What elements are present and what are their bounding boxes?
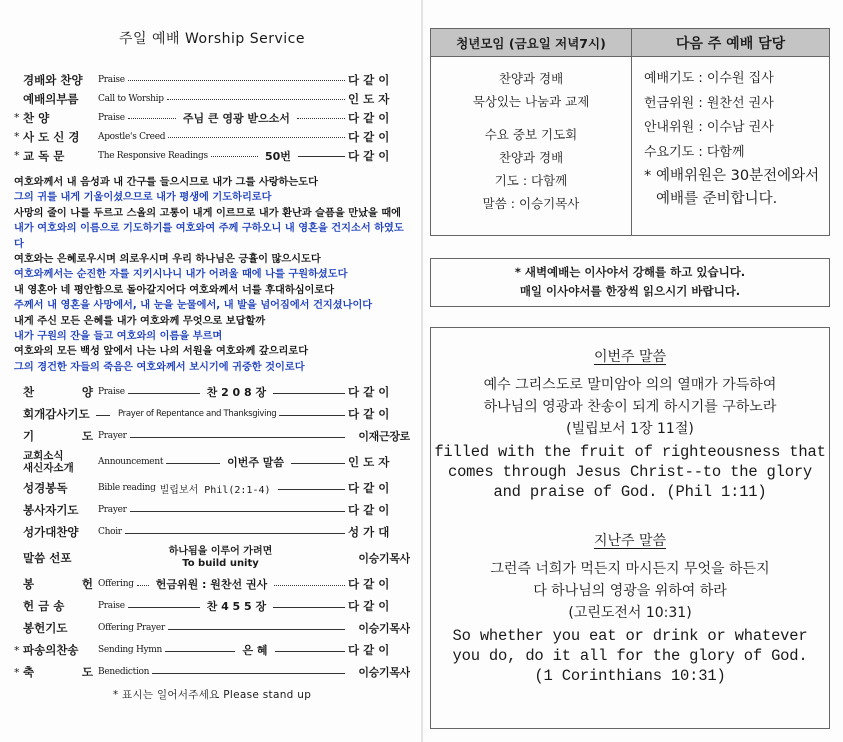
- order-detail: 50번: [264, 149, 291, 163]
- order-label-english: Call to Worship: [98, 93, 164, 104]
- order-row-sermon: 말씀 선포 하나됨을 이루어 가려면 To build unity 이승기목사: [23, 546, 410, 570]
- worship-order-page: [14, 28, 410, 702]
- leader-line: 내게 주신 모든 은혜를 내가 여호와께 무엇으로 보답할까: [14, 315, 266, 327]
- order-leader: 다 같 이: [348, 110, 390, 125]
- order-label-english: The Responsive Readings: [98, 150, 208, 161]
- verse-box: [430, 327, 830, 729]
- order-row-confession: 회개감사기도 Prayer of Repentance and Thanksgiving 다 같 이: [23, 407, 390, 422]
- order-label: 경배와 찬양: [23, 72, 83, 87]
- last-week-verse-korean: 그런즉 너희가 먹든지 마시든지 무엇을 하든지 다 하나님의 영광을 위하여 하라 (고린도전서 10:31): [490, 561, 770, 621]
- congregation-line: 그의 경건한 자들의 죽음은 여호와께서 보시기에 귀중한 것이로다: [14, 361, 305, 373]
- order-row: [14, 89, 410, 108]
- order-row: [14, 127, 410, 146]
- leader-line: 내 영혼아 네 평안함으로 돌아갈지어다 여호와께서 너를 후대하심이로다: [14, 284, 335, 296]
- order-label: 찬 양: [23, 385, 93, 400]
- youth-line: 말씀 : 이승기목사: [482, 196, 580, 211]
- youth-line: 기도 : 다함께: [494, 173, 568, 188]
- next-week-details: [632, 57, 829, 235]
- duty-assignment: 헌금위원 : 원찬선 권사: [644, 95, 774, 111]
- youth-line: 찬양과 경배: [498, 150, 564, 165]
- order-leader: 다 같 이: [348, 72, 390, 87]
- youth-line: 수요 중보 기도회: [484, 127, 578, 142]
- leader-line: 여호와는 은혜로우시며 의로우시며 우리 하나님은 긍휼이 많으시도다: [14, 254, 321, 266]
- order-label: 예배의부름: [23, 91, 79, 106]
- dawn-service-notice: * 새벽예배는 이사야서 강해를 하고 있습니다. 매일 이사야서를 한장씩 읽으시기 바랍니다.: [430, 258, 830, 307]
- youth-line: 찬양과 경배: [498, 71, 564, 86]
- order-row: [14, 108, 410, 127]
- youth-meeting-header: 청년모임 (금요일 저녁7시): [431, 29, 632, 56]
- order-row-prayer: 기 도 Prayer 이재근장로: [23, 429, 410, 444]
- info-page: [430, 28, 830, 729]
- order-row-announcement: 교회소식 새신자소개 Announcement 이번주 말씀 인 도 자: [23, 450, 390, 475]
- congregation-line: 내가 구원의 잔을 들고 여호와의 이름을 부르며: [14, 331, 223, 343]
- order-label-english: Praise: [98, 74, 125, 85]
- order-row: [14, 146, 410, 165]
- order-row-benediction: * 축 도 Benediction 이승기목사: [14, 665, 410, 680]
- order-row-service-prayer: 봉사자기도 Prayer 다 같 이: [23, 503, 390, 518]
- order-leader: 다 같 이: [348, 129, 390, 144]
- order-row-offering: 봉 헌 Offering 헌금위원 : 원찬선 권사 다 같 이: [23, 577, 390, 592]
- order-row-choir: 성가대찬양 Choir 성 가 대: [23, 525, 390, 540]
- order-row: [14, 70, 410, 89]
- worship-staff-note: * 예배위원은 30분전에와서 예배를 준비합니다.: [644, 168, 820, 207]
- required-stand-mark: *: [14, 149, 20, 162]
- youth-meeting-details: [431, 57, 632, 235]
- required-stand-mark: *: [14, 111, 20, 124]
- stand-up-note: * 표시는 일어서주세요 Please stand up: [112, 689, 312, 702]
- schedule-table: [430, 28, 830, 236]
- order-row-offering-hymn: 헌 금 송 Praise 찬 4 5 5 장 다 같 이: [23, 599, 390, 614]
- order-leader: 인 도 자: [348, 91, 390, 106]
- congregation-line: 그의 귀를 내게 기울이셨으므로 내가 평생에 기도하리로다: [14, 192, 272, 204]
- opening-order: [14, 70, 410, 165]
- page-title: 주일 예배 Worship Service: [119, 31, 305, 47]
- sermon-title: 하나됨을 이루어 가려면 To build unity: [168, 546, 273, 570]
- this-week-verse-korean: 예수 그리스도로 말미암아 의의 열매가 가득하여 하나님의 영광과 찬송이 되게 하시기를 구하노라 (빌립보서 1장 11절): [483, 377, 777, 437]
- last-week-verse-english: So whether you eat or drink or whatever you do, do it all for the glory of God. (1 Corinthians 10:31): [452, 627, 808, 685]
- leader-line: 여호와의 모든 백성 앞에서 나는 나의 서원을 여호와께 갚으리로다: [14, 346, 309, 358]
- responsive-reading: [14, 175, 410, 375]
- order-row-scripture: 성경봉독 Bible reading 빌립보서 Phil(2:1-4) 다 같 이: [23, 481, 390, 496]
- leader-line: 사망의 줄이 나를 두르고 스올의 고통이 내게 이르므로 내가 환난과 슬픔을 만났을 때에: [14, 207, 401, 219]
- this-week-verse-english: filled with the fruit of righteousness that comes through Jesus Christ--to the glory and praise of God. (Phil 1:11): [434, 443, 826, 501]
- order-row-offering-prayer: 봉헌기도 Offering Prayer 이승기목사: [23, 621, 410, 636]
- duty-assignment: 안내위원 : 이수남 권사: [644, 120, 774, 135]
- duty-assignment: 수요기도 : 다함께: [644, 144, 745, 160]
- this-week-heading: 이번주 말씀: [593, 349, 667, 365]
- leader-line: 여호와께서 내 음성과 내 간구를 들으시므로 내가 그를 사랑하는도다: [14, 177, 318, 188]
- order-label: 사 도 신 경: [23, 129, 80, 144]
- order-row-sending-hymn: * 파송의찬송 Sending Hymn 은 혜 다 같 이: [14, 643, 390, 658]
- order-row-hymn: 찬 양 Praise 찬 2 0 8 장 다 같 이: [23, 385, 390, 400]
- last-week-heading: 지난주 말씀: [593, 533, 667, 549]
- youth-line: 묵상있는 나눔과 교제: [472, 94, 590, 109]
- order-label-english: Apostle's Creed: [98, 131, 166, 142]
- page-fold: [421, 0, 423, 742]
- order-label-english: Praise: [98, 112, 125, 123]
- congregation-line: 주께서 내 영혼을 사망에서, 내 눈을 눈물에서, 내 발을 넘어짐에서 건지셨나이다: [14, 300, 373, 312]
- required-stand-mark: *: [14, 130, 20, 143]
- order-label: 찬 양: [23, 110, 50, 125]
- congregation-line: 내가 여호와의 이름으로 기도하기를 여호와여 주께 구하오니 내 영혼을 건지소서 하였도다: [14, 223, 404, 250]
- order-leader: 다 같 이: [348, 148, 390, 163]
- duty-assignment: 예배기도 : 이수원 집사: [644, 71, 774, 86]
- congregation-line: 여호와께서는 순진한 자를 지키시나니 내가 어려울 때에 나를 구원하셨도다: [14, 269, 348, 281]
- next-week-header: 다음 주 예배 담당: [675, 35, 786, 52]
- order-detail: 주님 큰 영광 받으소서: [182, 111, 290, 125]
- order-label: 교 독 문: [23, 148, 65, 163]
